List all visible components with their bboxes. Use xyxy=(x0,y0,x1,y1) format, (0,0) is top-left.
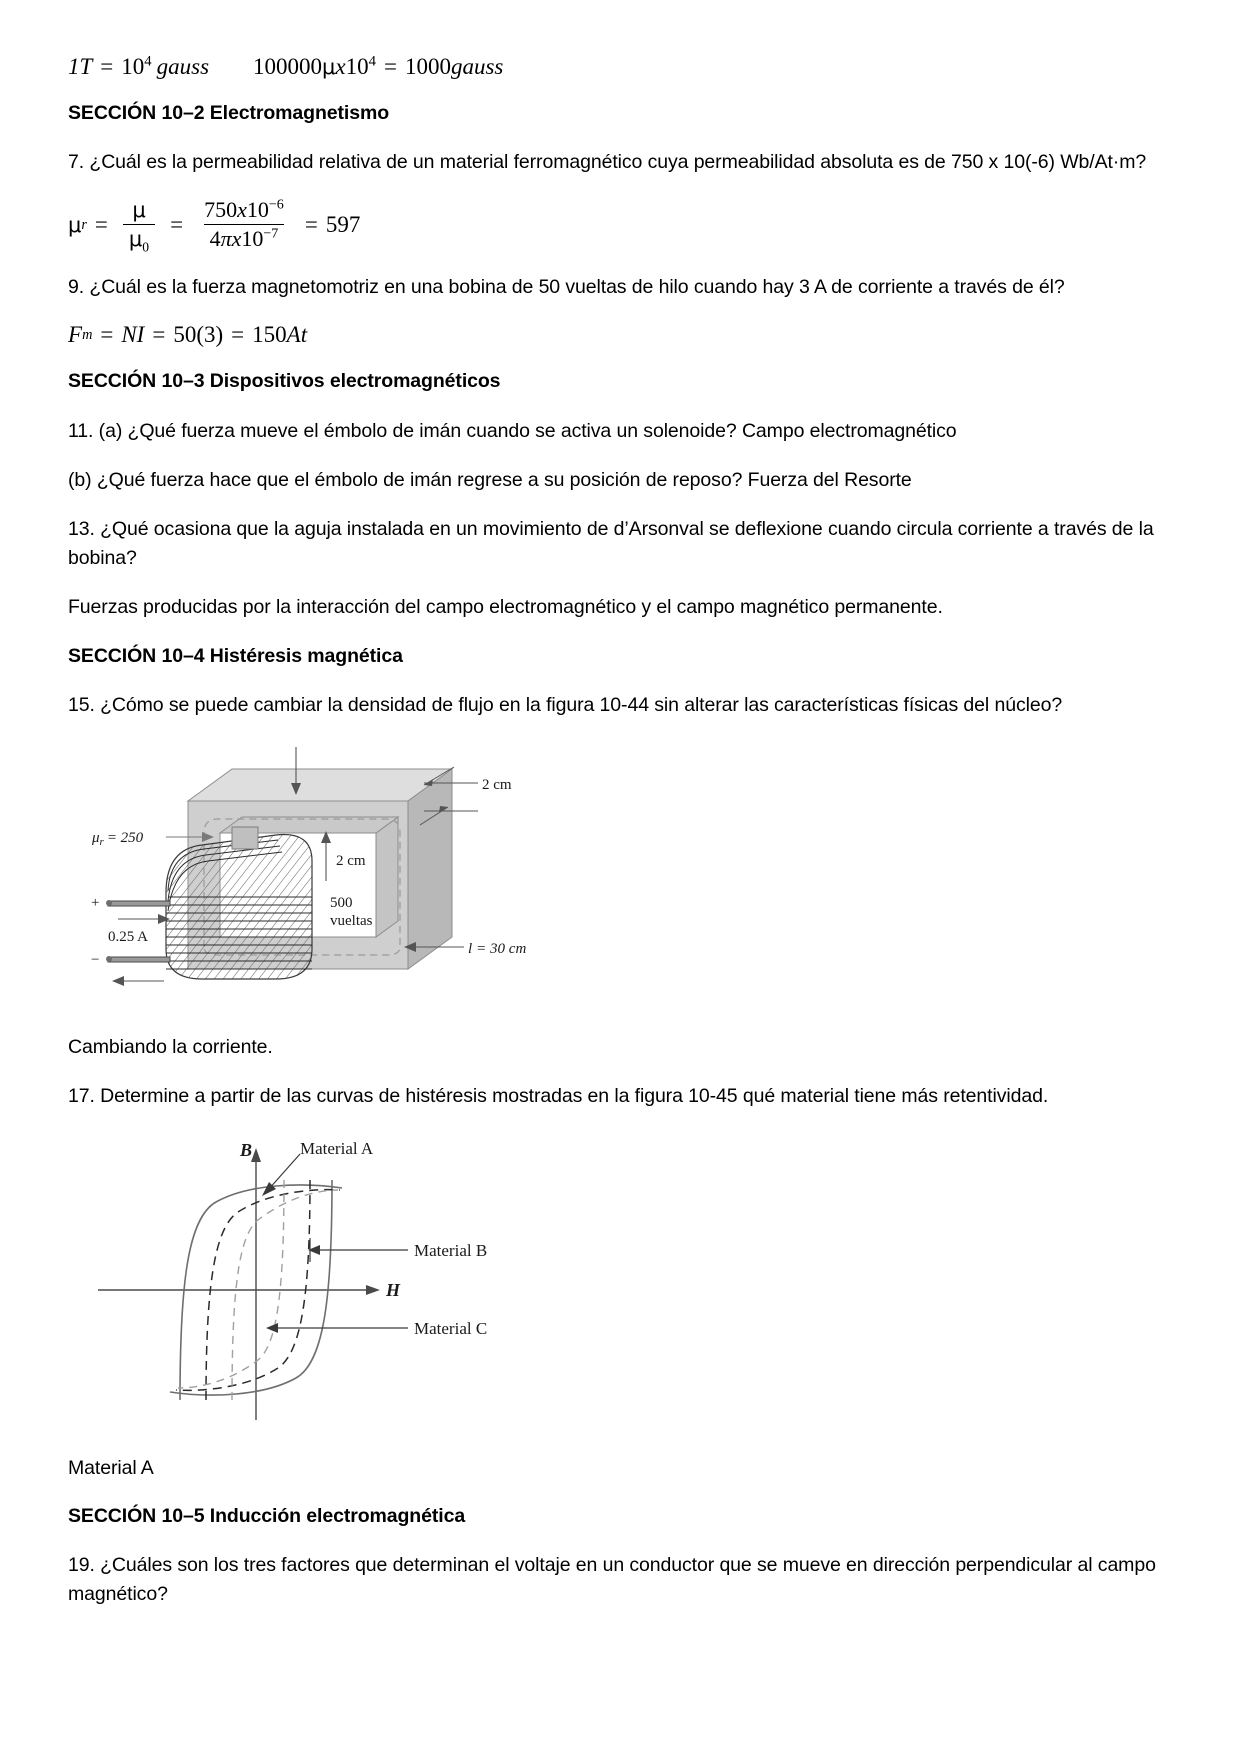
turns-label-count: 500 xyxy=(330,894,353,911)
axis-label-h: H xyxy=(386,1279,401,1300)
question-19: 19. ¿Cuáles son los tres factores que determinan el voltaje en un conductor que se mueve en dirección perpendicular al campo magnético? xyxy=(68,1554,1156,1605)
label-material-c: Material C xyxy=(414,1318,488,1338)
hysteresis-diagram-svg xyxy=(88,1132,608,1427)
axes xyxy=(98,1148,380,1420)
answer-15: Cambiando la corriente. xyxy=(68,1035,273,1058)
equation-7-result: 597 xyxy=(325,212,361,238)
current-label: 0.25 A xyxy=(108,928,149,945)
answer-17: Material A xyxy=(68,1456,154,1479)
figure-10-45-hysteresis xyxy=(68,1132,1173,1432)
leader-material-b xyxy=(308,1238,408,1262)
leader-material-a xyxy=(262,1154,300,1196)
terminal-plus-label: + xyxy=(91,894,100,911)
core-length-label: l = 30 cm xyxy=(468,940,527,957)
gauss-right-expression: $100000\mu x10^4$ = 1000gauss xyxy=(253,53,504,79)
gauss-conversion-formula xyxy=(68,54,1173,80)
question-17: 17. Determine a partir de las curvas de histéresis mostradas en la figura 10-45 qué material tiene más retentividad. xyxy=(68,1085,1049,1108)
terminal-minus-label: − xyxy=(91,951,100,968)
label-material-b: Material B xyxy=(414,1240,488,1260)
current-arrows xyxy=(112,914,170,986)
section-heading-10-5: SECCIÓN 10–5 Inducción electromagnética xyxy=(68,1505,466,1528)
equals-sign: = xyxy=(94,212,108,238)
question-11a: 11. (a) ¿Qué fuerza mueve el émbolo de imán cuando se activa un solenoide? Campo electromagnético xyxy=(68,419,957,442)
mu-r-label: $\mu_r = 250$ xyxy=(92,829,144,848)
fraction-mu-over-mu0: $\frac{\mu}{\mu_0}$ xyxy=(123,197,155,252)
question-15: 15. ¿Cómo se puede cambiar la densidad de flujo en la figura 10-44 sin alterar las características físicas del núcleo? xyxy=(68,694,1063,717)
coil-winding xyxy=(166,827,312,979)
question-7: 7. ¿Cuál es la permeabilidad relativa de un material ferromagnético cuya permeabilidad absoluta es de 750 x 10(-6) Wb/At·m? xyxy=(68,151,1147,174)
leader-material-c xyxy=(266,1323,408,1333)
section-heading-10-4: SECCIÓN 10–4 Histéresis magnética xyxy=(68,644,403,667)
equals-sign-3: = xyxy=(304,212,318,238)
core-depth-label: 2 cm xyxy=(482,776,512,793)
figure-10-44-magnetic-core xyxy=(68,741,1173,1009)
question-11b: (b) ¿Qué fuerza hace que el émbolo de imán regrese a su posición de reposo? Fuerza del Resorte xyxy=(68,469,912,491)
answer-13: Fuerzas producidas por la interacción del campo electromagnético y el campo magnético permanente. xyxy=(68,596,943,619)
gauss-left-expression: $1T = 10^4$ gauss xyxy=(68,53,210,79)
section-heading-10-3: SECCIÓN 10–3 Dispositivos electromagnéticos xyxy=(68,370,501,393)
fraction-numeric: $\frac{750x10^{-6}}{4\pi x10^{-7}}$ xyxy=(204,196,284,251)
question-9: 9. ¿Cuál es la fuerza magnetomotriz en una bobina de 50 vueltas de hilo cuando hay 3 A de corriente a través de él? xyxy=(68,275,1065,298)
turns-label-word: vueltas xyxy=(330,912,373,929)
axis-label-b: B xyxy=(240,1139,253,1160)
equation-9: F m = NI = 50(3) = 150 At xyxy=(68,322,308,348)
question-13: 13. ¿Qué ocasiona que la aguja instalada en un movimiento de d’Arsonval se deflexione cuando circula corriente a través de la bobina? xyxy=(68,518,1154,569)
label-material-a: Material A xyxy=(300,1138,374,1158)
equals-sign-2: = xyxy=(170,212,184,238)
section-heading-10-2: SECCIÓN 10–2 Electromagnetismo xyxy=(68,102,390,124)
equation-7: μ r = $\frac{\mu}{\mu_0}$ = $\frac{750x10^{-6}}{4\pi x10^{-7}}$ = 597 xyxy=(68,196,361,255)
window-height-label: 2 cm xyxy=(336,852,366,869)
core-diagram-svg xyxy=(80,741,580,1006)
